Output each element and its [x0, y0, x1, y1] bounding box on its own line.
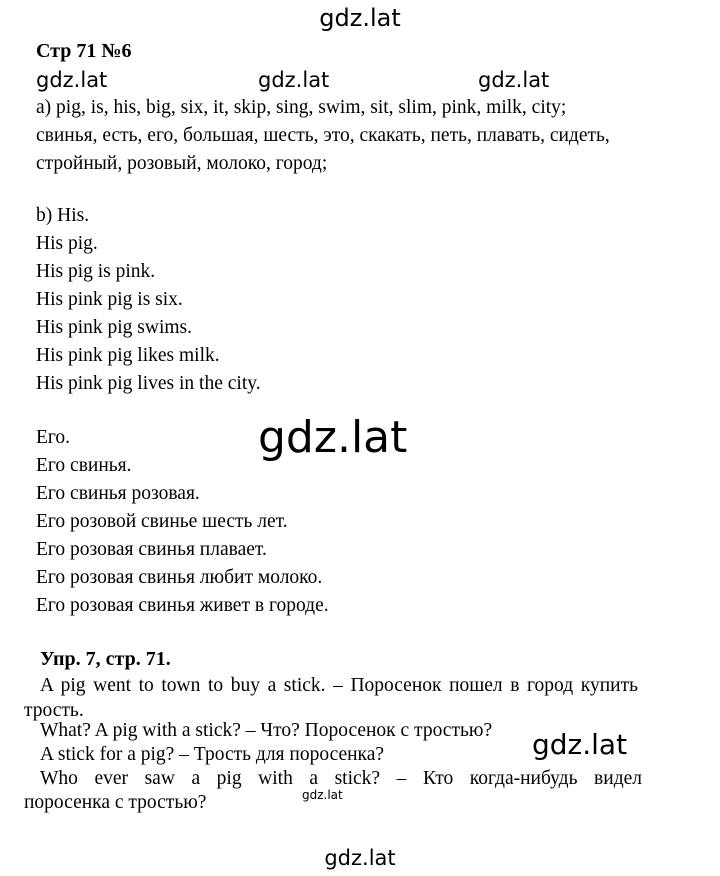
- part-a-line-1: a) pig, is, his, big, six, it, skip, sing, swim, sit, slim, pink, milk, city;: [36, 97, 567, 118]
- watermark-large: gdz.lat: [258, 412, 408, 463]
- watermark-row-right: gdz.lat: [478, 68, 550, 92]
- part-b-en-line-5: His pink pig swims.: [36, 317, 193, 338]
- exercise-line-5: Who ever saw a pig with a stick? – Кто когда-нибудь видел: [40, 768, 642, 789]
- watermark-right: gdz.lat: [532, 728, 628, 761]
- part-b-en-line-2: His pig.: [36, 233, 98, 254]
- part-b-ru-line-3: Его свинья розовая.: [36, 483, 200, 504]
- part-b-en-line-6: His pink pig likes milk.: [36, 345, 220, 366]
- exercise-line-6: поросенка с тростью?: [24, 792, 207, 813]
- part-b-ru-line-2: Его свинья.: [36, 455, 132, 476]
- exercise-line-4: A stick for a pig? – Трость для поросенка?: [40, 744, 385, 765]
- part-b-ru-line-4: Его розовой свинье шесть лет.: [36, 511, 288, 532]
- exercise-line-3: What? A pig with a stick? – Что? Поросенок с тростью?: [40, 720, 493, 741]
- part-b-en-line-1: b) His.: [36, 205, 90, 226]
- part-b-ru-line-6: Его розовая свинья любит молоко.: [36, 567, 323, 588]
- watermark-row-center: gdz.lat: [258, 68, 330, 92]
- exercise-line-2: трость.: [24, 700, 84, 721]
- part-b-en-line-4: His pink pig is six.: [36, 289, 183, 310]
- part-a-line-3: стройный, розовый, молоко, город;: [36, 153, 328, 174]
- part-b-en-line-7: His pink pig lives in the city.: [36, 373, 261, 394]
- exercise-line-1: A pig went to town to buy a stick. – Поросенок пошел в город купить: [40, 675, 638, 696]
- watermark-bottom: gdz.lat: [324, 846, 396, 870]
- part-b-ru-line-7: Его розовая свинья живет в городе.: [36, 595, 329, 616]
- watermark-small: gdz.lat: [302, 788, 343, 802]
- section2-heading: Упр. 7, стр. 71.: [40, 648, 171, 670]
- watermark-row-left: gdz.lat: [36, 68, 108, 92]
- section1-heading: Стр 71 №6: [36, 40, 132, 62]
- part-a-line-2: свинья, есть, его, большая, шесть, это, скакать, петь, плавать, сидеть,: [36, 125, 610, 146]
- part-b-ru-line-1: Его.: [36, 427, 71, 448]
- part-b-ru-line-5: Его розовая свинья плавает.: [36, 539, 267, 560]
- part-b-en-line-3: His pig is pink.: [36, 261, 156, 282]
- watermark-top: gdz.lat: [319, 4, 401, 32]
